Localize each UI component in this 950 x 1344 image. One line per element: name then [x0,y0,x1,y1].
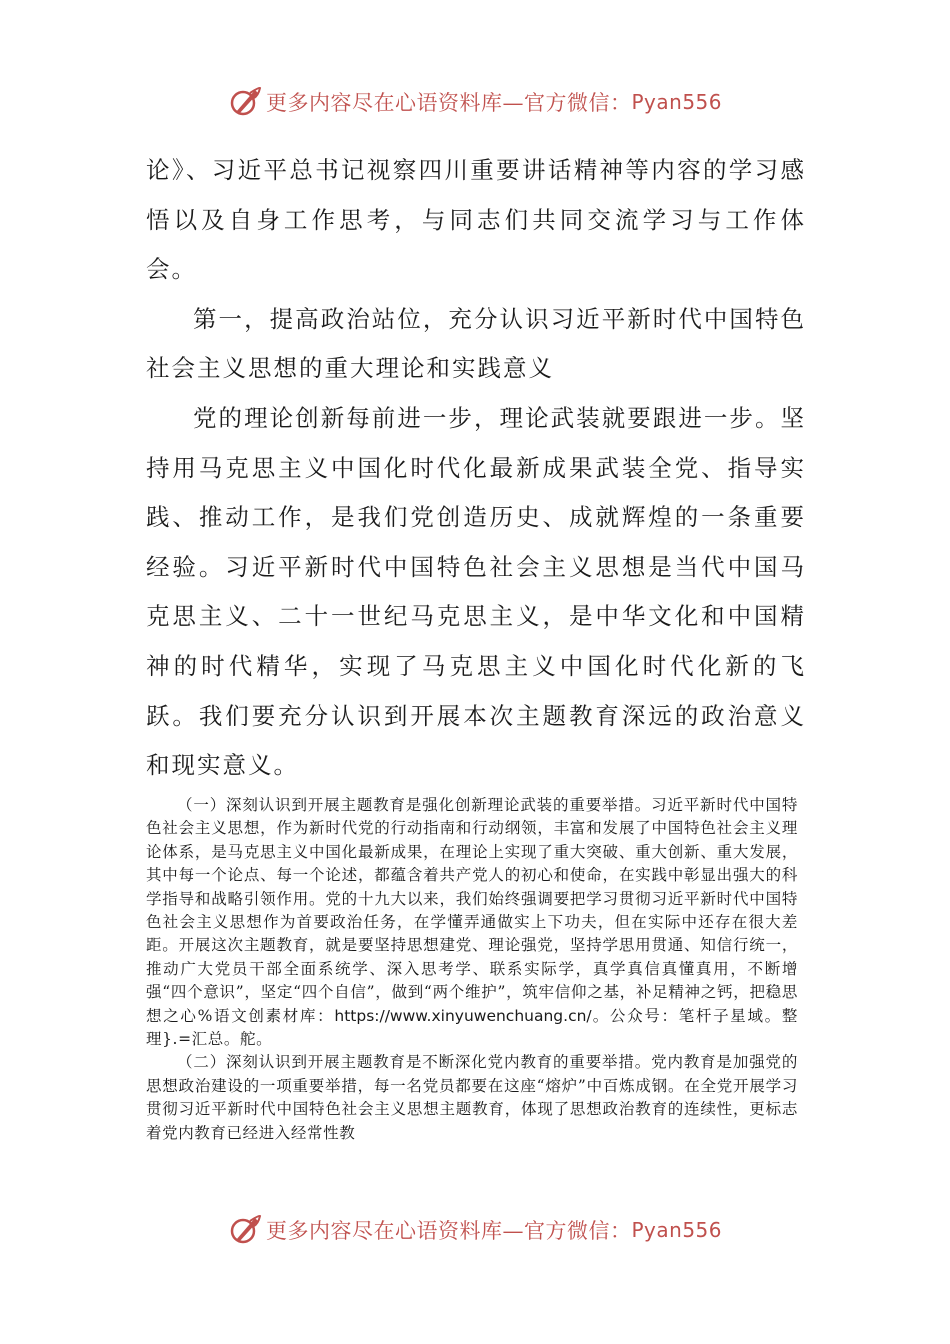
banner-text: 更多内容尽在心语资料库—官方微信： [265,1219,632,1243]
sub-paragraph-1-tail: 。公众号：笔杆子星域。整理}.=汇总。舵。 [146,1006,798,1049]
sub-paragraph-2: （二）深刻认识到开展主题教育是不断深化党内教育的重要举措。党内教育是加强党的思想政治建设的一项重要举措，每一名党员都要在这座“熔炉”中百炼成钢。在全党开展学习贯彻习近平新时代中国特色社会主义思想主题教育，体现了思想政治教育的连续性，更标志着党内教育已经进入经常性教 [146,1053,798,1142]
banner-text: 更多内容尽在心语资料库—官方微信： [265,91,632,115]
sub-paragraph-1-text: （一）深刻认识到开展主题教育是强化创新理论武装的重要举措。习近平新时代中国特色社会主义思想，作为新时代党的行动指南和行动纲领，丰富和发展了中国特色社会主义理论体系，是马克思主义中国化最新成果，在理论上实现了重大突破、重大创新、重大发展，其中每一个论点、每一个论述，都蕴含着共产党人的初心和使命，在实践中彰显出强大的科学指导和战略引领作用。党的十九大以来，我们始终强调要把学习贯彻习近平新时代中国特色社会主义思想作为首要政治任务，在学懂弄通做实上下功夫，但在实际中还存在很大差距。开展这次主题教育，就是要坚持思想建党、理论强党，坚持学思用贯通、知信行统一，推动广大党员干部全面系统学、深入思考学、联系实际学，真学真信真懂真用，不断增强“四个意识”，坚定“四个自信”，做到“两个维护”，筑牢信仰之基，补足精神之钙，把稳思想之心%语文创素材库： [146,796,798,1025]
sub-paragraph-1 [146,794,798,1051]
footer-watermark-banner [0,1210,950,1250]
quill-logo-icon [228,85,262,119]
quill-logo-icon [228,1213,262,1247]
header-watermark-banner [0,82,950,122]
paragraph-2: 党的理论创新每前进一步，理论武装就要跟进一步。坚持用马克思主义中国化时代化最新成果武装全党、指导实践、推动工作，是我们党创造历史、成就辉煌的一条重要经验。习近平新时代中国特色社会主义思想是当代中国马克思主义、二十一世纪马克思主义，是中华文化和中国精神的时代精华，实现了马克思主义中国化时代化新的飞跃。我们要充分认识到开展本次主题教育深远的政治意义和现实意义。 [146,403,806,780]
source-url: https://www.xinyuwenchuang.cn/ [334,1006,592,1025]
banner-wechat-id: Pyan556 [631,1218,722,1242]
sub-section-text [146,794,798,1145]
main-body-text [146,146,806,791]
banner-wechat-id: Pyan556 [631,90,722,114]
section-heading-1: 第一，提高政治站位，充分认识习近平新时代中国特色社会主义思想的重大理论和实践意义 [146,304,806,383]
paragraph-1: 论》、习近平总书记视察四川重要讲话精神等内容的学习感悟以及自身工作思考，与同志们共同交流学习与工作体会。 [146,156,806,284]
